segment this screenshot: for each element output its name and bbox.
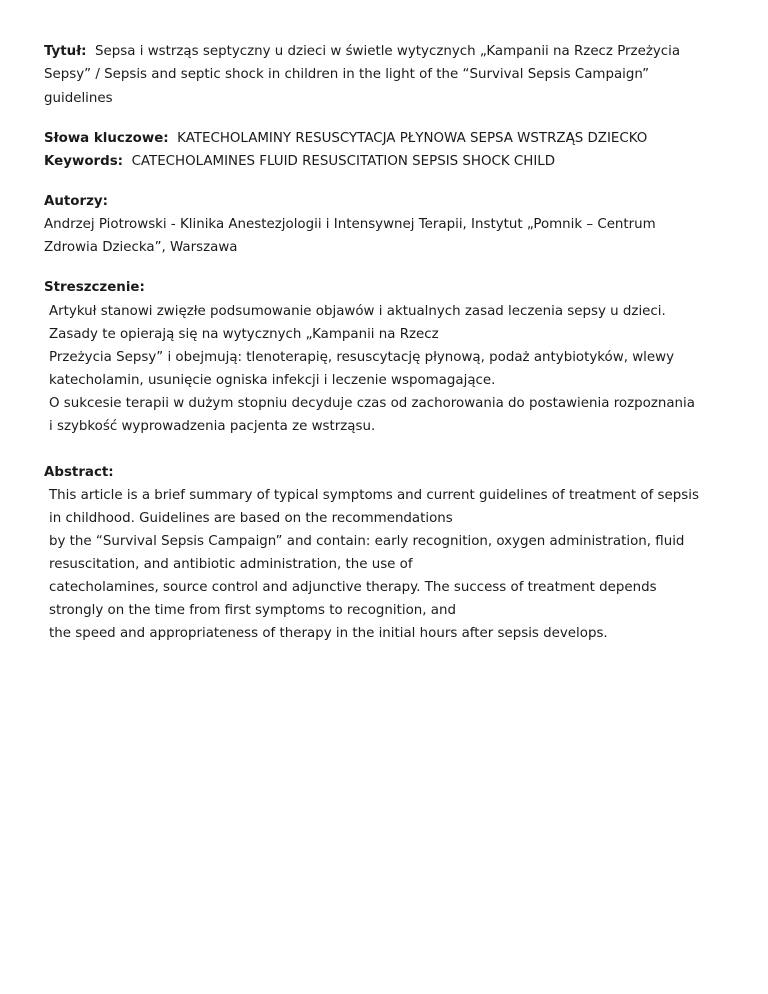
- streszczenie-line-3: Przeżycia Sepsy” i obejmują: tlenoterapię, resuscytację płynową, podaż antybiotyków, wlewy: [49, 350, 675, 365]
- keywords-en-value: CATECHOLAMINES FLUID RESUSCITATION SEPSIS SHOCK CHILD: [131, 154, 556, 169]
- title-text-line-2: Sepsy” / Sepsis and septic shock in children in the light of the “Survival Sepsis Campaign”: [44, 67, 650, 82]
- title-text-line-1: Sepsa i wstrząs septyczny u dzieci w świetle wytycznych „Kampanii na Rzecz Przeżycia: [95, 44, 681, 59]
- keywords-en-row: [44, 154, 555, 170]
- keywords-pl-value: KATECHOLAMINY RESUSCYTACJA PŁYNOWA SEPSA WSTRZĄS DZIECKO: [177, 131, 648, 146]
- abstract-label: Abstract:: [44, 465, 114, 480]
- authors-label: Autorzy:: [44, 194, 108, 209]
- streszczenie-line-2: Zasady te opierają się na wytycznych „Kampanii na Rzecz: [49, 327, 439, 342]
- abstract-line-5: catecholamines, source control and adjunctive therapy. The success of treatment depends: [49, 580, 657, 595]
- abstract-line-3: by the “Survival Sepsis Campaign” and contain: early recognition, oxygen administration, fluid: [49, 534, 685, 549]
- authors-line-2: Zdrowia Dziecka”, Warszawa: [44, 240, 238, 255]
- streszczenie-label: Streszczenie:: [44, 280, 145, 295]
- abstract-line-4: resuscitation, and antibiotic administration, the use of: [49, 557, 413, 572]
- keywords-pl-row: [44, 131, 647, 147]
- streszczenie-line-6: i szybkość wyprowadzenia pacjenta ze wstrząsu.: [49, 419, 376, 434]
- abstract-line-6: strongly on the time from first symptoms to recognition, and: [49, 603, 456, 618]
- title-line-1: [44, 44, 680, 60]
- abstract-line-7: the speed and appropriateness of therapy in the initial hours after sepsis develops.: [49, 626, 608, 641]
- keywords-en-label: Keywords:: [44, 154, 124, 169]
- streszczenie-line-4: katecholamin, usunięcie ogniska infekcji i leczenie wspomagające.: [49, 373, 496, 388]
- keywords-pl-label: Słowa kluczowe:: [44, 131, 169, 146]
- streszczenie-line-1: Artykuł stanowi zwięzłe podsumowanie objawów i aktualnych zasad leczenia sepsy u dzieci.: [49, 304, 666, 319]
- abstract-line-1: This article is a brief summary of typical symptoms and current guidelines of treatment of sepsis: [49, 488, 699, 503]
- abstract-line-2: in childhood. Guidelines are based on the recommendations: [49, 511, 453, 526]
- streszczenie-line-5: O sukcesie terapii w dużym stopniu decyduje czas od zachorowania do postawienia rozpoznania: [49, 396, 695, 411]
- authors-line-1: Andrzej Piotrowski - Klinika Anestezjologii i Intensywnej Terapii, Instytut „Pomnik – Centrum: [44, 217, 656, 232]
- title-label: Tytuł:: [44, 44, 87, 59]
- title-text-line-3: guidelines: [44, 91, 113, 106]
